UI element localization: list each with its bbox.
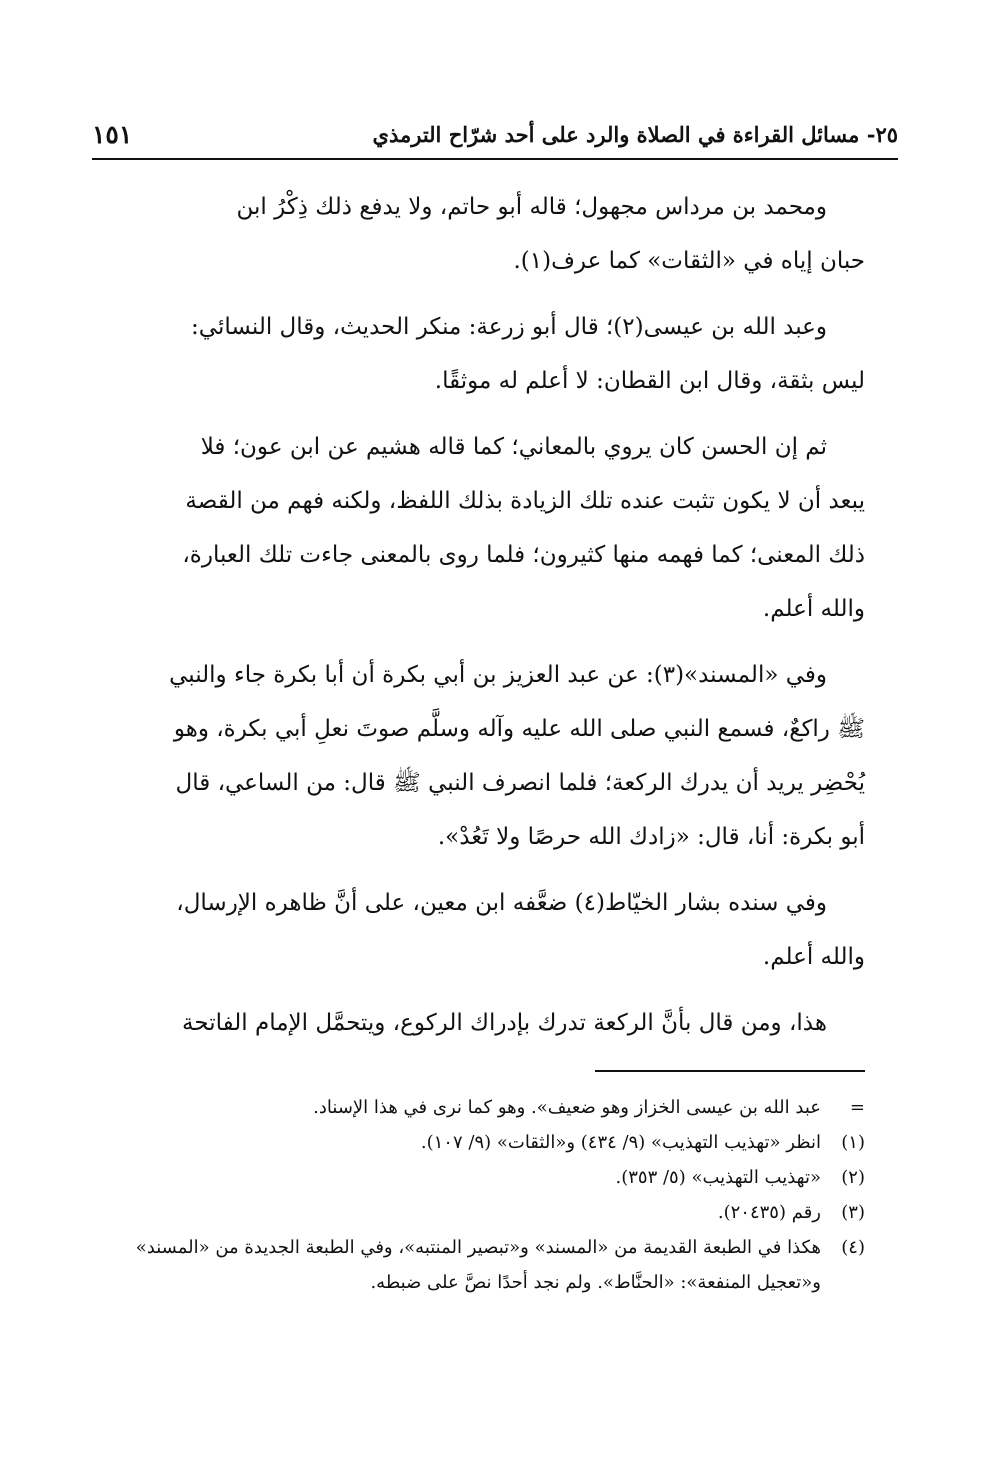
text-line: والله أعلم. bbox=[762, 944, 865, 970]
footnote-mark: = bbox=[849, 1097, 865, 1118]
paragraph bbox=[92, 180, 865, 288]
footnote-text: «تهذيب التهذيب» (٥/ ٣٥٣). bbox=[615, 1167, 821, 1188]
footnote-separator bbox=[595, 1070, 865, 1072]
main-text bbox=[92, 180, 865, 1062]
text-line: يبعد أن لا يكون تثبت عنده تلك الزيادة بذلك اللفظ، ولكنه فهم من القصة bbox=[185, 488, 865, 514]
text-line: ﷺ راكعٌ، فسمع النبي صلى الله عليه وآله وسلَّم صوتَ نعلِ أبي بكرة، وهو bbox=[173, 716, 865, 742]
footnote-text: هكذا في الطبعة القديمة من «المسند» و«تبصير المنتبه»، وفي الطبعة الجديدة من «المسند» و«تعجيل المنفعة»: «الحنَّاط». ولم نجد أحدًا نصَّ على ضبطه. bbox=[135, 1237, 821, 1293]
text-line: وفي سنده بشار الخيّاط(٤) ضعَّفه ابن معين، على أنَّ ظاهره الإرسال، bbox=[176, 890, 827, 916]
paragraph bbox=[92, 300, 865, 408]
footnote-mark: (٢) bbox=[841, 1167, 865, 1188]
text-line: ومحمد بن مرداس مجهول؛ قاله أبو حاتم، ولا يدفع ذلك ذِكْرُ ابن bbox=[236, 194, 827, 220]
paragraph bbox=[92, 996, 865, 1050]
text-line: ثم إن الحسن كان يروي بالمعاني؛ كما قاله هشيم عن ابن عون؛ فلا bbox=[200, 434, 827, 460]
footnote bbox=[92, 1125, 865, 1160]
paragraph bbox=[92, 876, 865, 984]
paragraph bbox=[92, 420, 865, 636]
footnotes bbox=[92, 1090, 865, 1300]
text-line: والله أعلم. bbox=[762, 596, 865, 622]
text-line: ليس بثقة، وقال ابن القطان: لا أعلم له موثقًا. bbox=[434, 368, 865, 394]
text-line: يُحْضِر يريد أن يدرك الركعة؛ فلما انصرف النبي ﷺ قال: من الساعي، قال bbox=[175, 770, 865, 796]
text-line: حبان إياه في «الثقات» كما عرف(١). bbox=[513, 248, 865, 274]
text-line: هذا، ومن قال بأنَّ الركعة تدرك بإدراك الركوع، ويتحمَّل الإمام الفاتحة bbox=[182, 1010, 827, 1036]
footnote bbox=[92, 1160, 865, 1195]
paragraph bbox=[92, 648, 865, 864]
running-header bbox=[92, 118, 898, 158]
footnote-mark: (٣) bbox=[841, 1202, 865, 1223]
text-line: وفي «المسند»(٣): عن عبد العزيز بن أبي بكرة أن أبا بكرة جاء والنبي bbox=[169, 662, 827, 688]
footnote-text: عبد الله بن عيسى الخزاز وهو ضعيف». وهو كما نرى في هذا الإسناد. bbox=[313, 1097, 821, 1118]
page-number: ١٥١ bbox=[92, 120, 133, 149]
footnote-mark: (١) bbox=[841, 1132, 865, 1153]
footnote bbox=[92, 1090, 865, 1125]
footnote bbox=[92, 1230, 865, 1300]
header-rule bbox=[92, 158, 898, 160]
text-line: ذلك المعنى؛ كما فهمه منها كثيرون؛ فلما روى بالمعنى جاءت تلك العبارة، bbox=[182, 542, 865, 568]
footnote-text: رقم (٢٠٤٣٥). bbox=[717, 1202, 821, 1223]
header-title: ٢٥- مسائل القراءة في الصلاة والرد على أحد شرّاح الترمذي bbox=[372, 122, 898, 147]
footnote bbox=[92, 1195, 865, 1230]
text-line: وعبد الله بن عيسى(٢)؛ قال أبو زرعة: منكر الحديث، وقال النسائي: bbox=[191, 314, 827, 340]
footnote-text: انظر «تهذيب التهذيب» (٩/ ٤٣٤) و«الثقات» (٩/ ١٠٧). bbox=[420, 1132, 821, 1153]
text-line: أبو بكرة: أنا، قال: «زادك الله حرصًا ولا تَعُدْ». bbox=[437, 824, 865, 850]
footnote-mark: (٤) bbox=[841, 1237, 865, 1258]
